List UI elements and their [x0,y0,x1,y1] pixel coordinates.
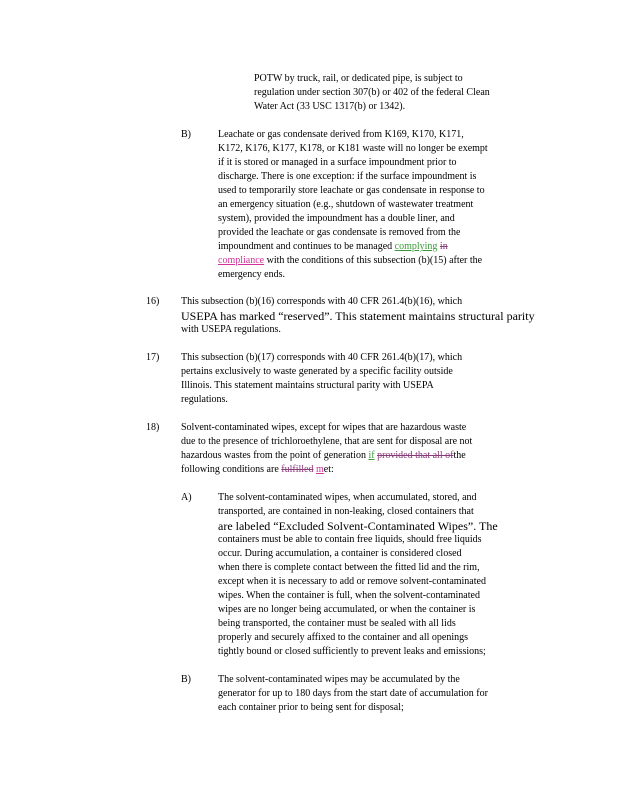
text-line: Water Act (33 USC 1317(b) or 1342). [254,101,406,112]
text-line: K172, K176, K177, K178, or K181 waste will no longer be exempt [218,143,488,154]
inserted-text: compliance [218,255,265,266]
text-line: Solvent-contaminated wipes, except for wipes that are hazardous waste [181,422,467,433]
item-16-paragraph [181,295,533,337]
text-line: USEPA has marked “reserved”. This statement maintains structural parity [181,309,535,323]
text-line: an emergency situation (e.g., shutdown of wastewater treatment [218,199,474,210]
item-18b-paragraph [218,673,534,715]
text-line: are labeled “Excluded Solvent-Contaminated Wipes”. The [218,519,498,533]
text-line [181,449,533,463]
text-line: regulations. [181,394,228,405]
item-label: B) [181,129,191,140]
line-text: with the conditions of this subsection (b)(15) after the [266,255,483,266]
text-line: containers must be able to contain free liquids, should free liquids [218,534,482,545]
deleted-text: provided that all of [377,450,454,461]
text-line: tightly bound or closed sufficiently to prevent leaks and emissions; [218,646,486,657]
item-label: 16) [146,296,160,307]
inserted-text: complying [394,241,438,252]
line-text: et: [323,464,334,475]
deleted-text: fulfilled [281,464,314,475]
text-line: POTW by truck, rail, or dedicated pipe, is subject to [254,73,463,84]
text-line: Leachate or gas condensate derived from K169, K170, K171, [218,129,464,140]
text-line: provided the leachate or gas condensate is removed from the [218,227,461,238]
text-line [218,254,534,268]
text-line: emergency ends. [218,269,286,280]
text-line: wipes. When the container is full, when the solvent-contaminated [218,590,480,601]
line-text: impoundment and continues to be managed [218,241,393,252]
item-18-paragraph [181,421,533,477]
text-line: regulation under section 307(b) or 402 of the federal Clean [254,87,490,98]
text-line: being transported, the container must be sealed with all lids [218,618,456,629]
line-text: the [453,450,466,461]
text-line: This subsection (b)(16) corresponds with 40 CFR 261.4(b)(16), which [181,296,463,307]
text-line: discharge. There is one exception: if the surface impoundment is [218,171,477,182]
text-line: pertains exclusively to waste generated by a specific facility outside [181,366,453,377]
text-line: except when it is necessary to add or remove solvent-contaminated [218,576,486,587]
inserted-text: m [315,464,324,475]
text-line [181,463,533,477]
item-label: A) [181,492,192,503]
potw-paragraph [254,72,534,114]
text-line: due to the presence of trichloroethylene, that are sent for disposal are not [181,436,473,447]
text-line: transported, are contained in non-leaking, closed containers that [218,506,474,517]
item-label: 17) [146,352,160,363]
line-text: following conditions are [181,464,279,475]
text-line: if it is stored or managed in a surface impoundment prior to [218,157,457,168]
deleted-text: in [439,241,448,252]
text-line: The solvent-contaminated wipes may be accumulated by the [218,674,460,685]
item-label: B) [181,674,191,685]
text-line: properly and securely affixed to the container and all openings [218,632,469,643]
text-line: when there is complete contact between the fitted lid and the rim, [218,562,480,573]
text-line: occur. During accumulation, a container is considered closed [218,548,462,559]
item-label: 18) [146,422,160,433]
text-line: with USEPA regulations. [181,324,281,335]
text-line: This subsection (b)(17) corresponds with 40 CFR 261.4(b)(17), which [181,352,463,363]
text-line: system), provided the impoundment has a double liner, and [218,213,455,224]
inserted-text: if [368,450,375,461]
leachate-paragraph [218,128,534,282]
line-text: hazardous wastes from the point of generation [181,450,366,461]
item-17-paragraph [181,351,533,407]
text-line: used to temporarily store leachate or gas condensate in response to [218,185,485,196]
text-line: wipes are no longer being accumulated, or when the container is [218,604,476,615]
text-line: each container prior to being sent for disposal; [218,702,404,713]
text-line: Illinois. This statement maintains structural parity with USEPA [181,380,434,391]
text-line: generator for up to 180 days from the start date of accumulation for [218,688,488,699]
text-line: The solvent-contaminated wipes, when accumulated, stored, and [218,492,477,503]
text-line [218,240,534,254]
item-18a-paragraph [218,491,534,659]
